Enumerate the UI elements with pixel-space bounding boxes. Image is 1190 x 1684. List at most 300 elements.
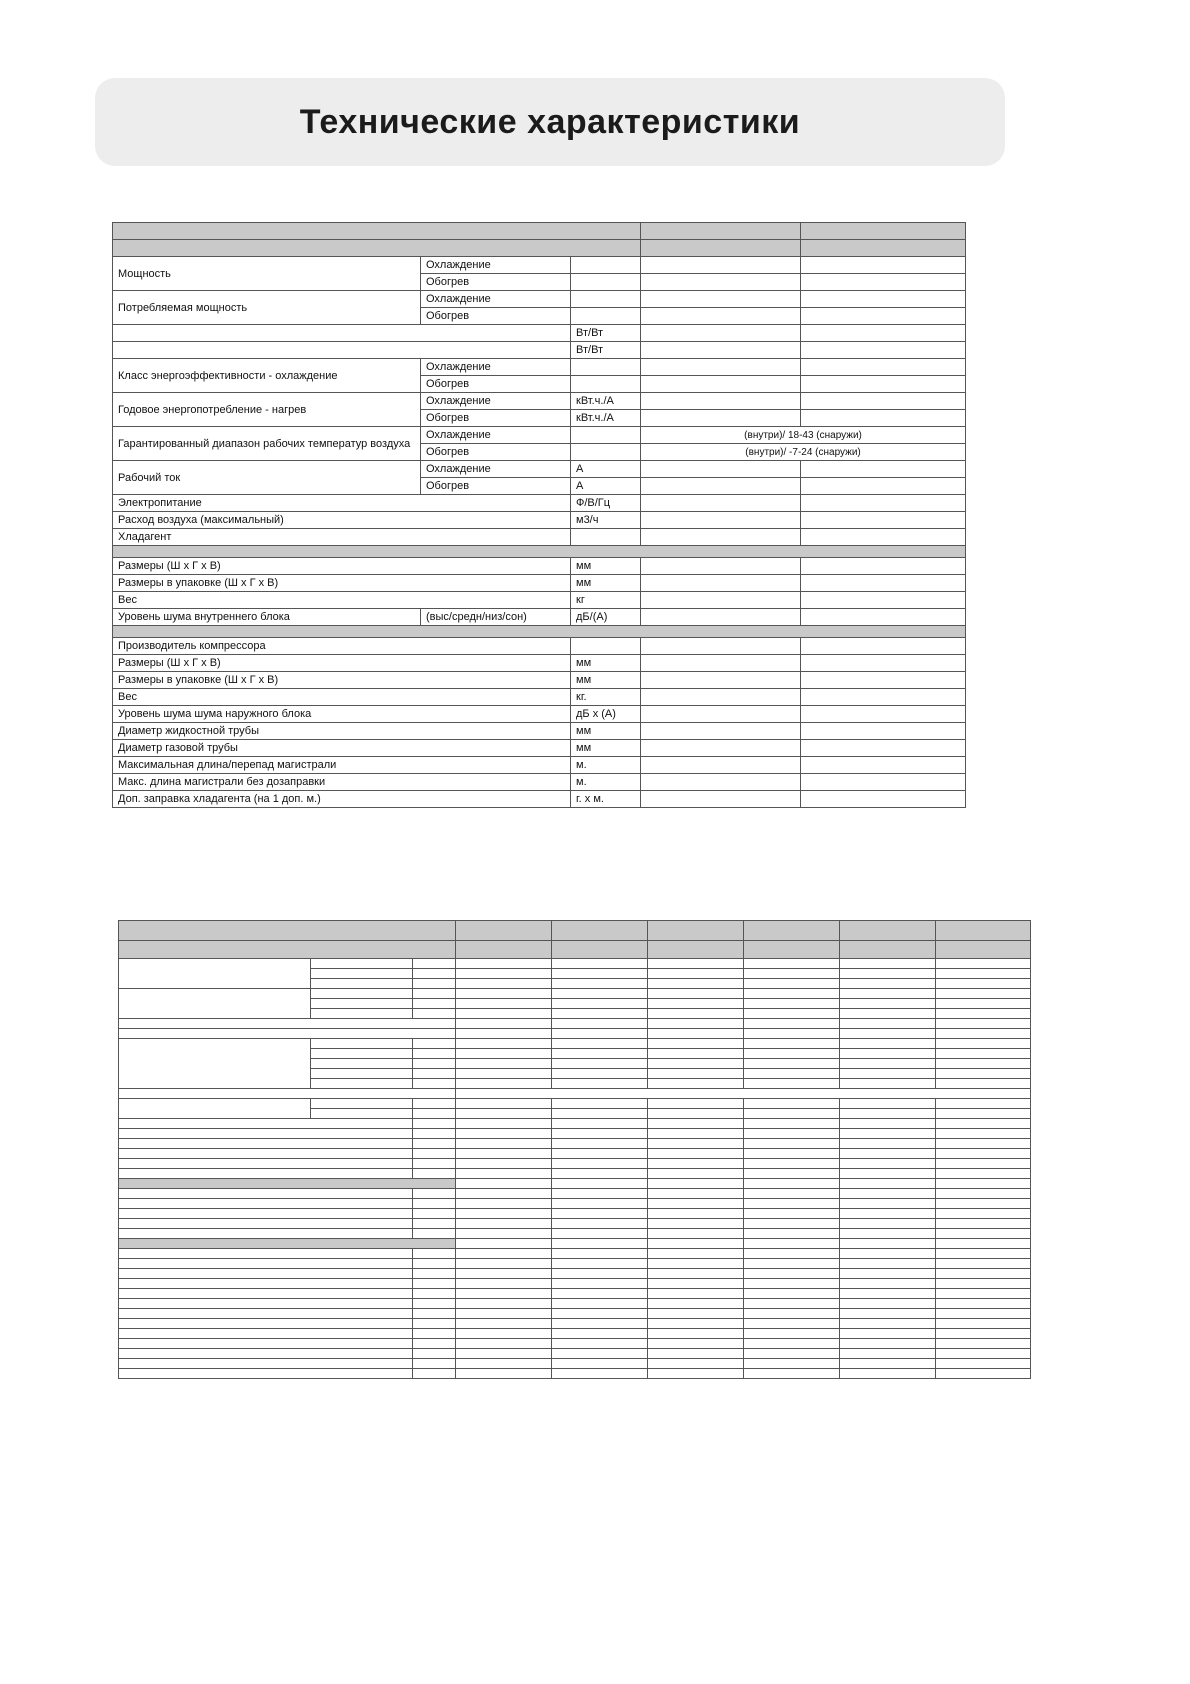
table-cell xyxy=(648,1069,744,1079)
table-cell xyxy=(840,1269,936,1279)
table-cell xyxy=(641,609,801,626)
table-cell xyxy=(413,1149,456,1159)
spec-label: Макс. длина магистрали без дозаправки xyxy=(113,774,571,791)
table-cell xyxy=(552,1019,648,1029)
table-cell xyxy=(552,1329,648,1339)
table-cell xyxy=(119,1209,413,1219)
table-cell xyxy=(552,1309,648,1319)
table-cell xyxy=(413,1269,456,1279)
table-cell xyxy=(744,1299,840,1309)
t2-row xyxy=(119,1329,1031,1339)
table-cell xyxy=(119,1229,413,1239)
spec-unit: м3/ч xyxy=(571,512,641,529)
table-cell xyxy=(413,1169,456,1179)
table-cell xyxy=(936,1339,1031,1349)
table-cell xyxy=(552,1279,648,1289)
table-cell xyxy=(840,1319,936,1329)
spec-unit: кВт.ч./А xyxy=(571,410,641,427)
table-cell xyxy=(801,655,966,672)
table-cell xyxy=(801,757,966,774)
table-cell xyxy=(840,1049,936,1059)
t2-row xyxy=(119,921,1031,941)
t2-row xyxy=(119,1369,1031,1379)
spec-unit xyxy=(571,444,641,461)
table-cell xyxy=(552,1139,648,1149)
table-cell xyxy=(936,921,1031,941)
table-cell xyxy=(744,1079,840,1089)
table-cell xyxy=(413,1039,456,1049)
t2-row xyxy=(119,1119,1031,1129)
spec-label: Максимальная длина/перепад магистрали xyxy=(113,757,571,774)
table-cell xyxy=(413,1339,456,1349)
spec-unit: кг. xyxy=(571,689,641,706)
table-cell xyxy=(936,1099,1031,1109)
table-cell xyxy=(311,969,413,979)
table-cell xyxy=(744,1209,840,1219)
spec-label: Годовое энергопотребление - нагрев xyxy=(113,393,421,427)
table-row xyxy=(113,774,966,791)
table-cell xyxy=(456,1329,552,1339)
table-cell xyxy=(744,1249,840,1259)
table-cell xyxy=(648,1359,744,1369)
spec-unit xyxy=(571,427,641,444)
table-cell xyxy=(648,1039,744,1049)
spec-label: Уровень шума внутреннего блока xyxy=(113,609,421,626)
t2-row xyxy=(119,1229,1031,1239)
table-cell xyxy=(840,969,936,979)
table-cell xyxy=(648,1139,744,1149)
table-cell xyxy=(936,1289,1031,1299)
table-cell xyxy=(113,626,966,638)
table-cell xyxy=(456,1239,552,1249)
table-cell xyxy=(648,1289,744,1299)
table-cell xyxy=(840,959,936,969)
spec-unit: кг xyxy=(571,592,641,609)
table-cell xyxy=(744,1269,840,1279)
table-cell xyxy=(840,1169,936,1179)
table-cell xyxy=(119,1249,413,1259)
spec-unit: мм xyxy=(571,575,641,592)
table-cell xyxy=(456,1019,552,1029)
table-cell xyxy=(840,1229,936,1239)
table-cell xyxy=(801,689,966,706)
table-cell xyxy=(413,1259,456,1269)
table-cell xyxy=(552,1079,648,1089)
spec-unit xyxy=(571,257,641,274)
table-cell xyxy=(413,1369,456,1379)
table-cell xyxy=(801,495,966,512)
t2-row xyxy=(119,1339,1031,1349)
table-cell xyxy=(413,1009,456,1019)
table-cell xyxy=(840,1279,936,1289)
spec-unit: м. xyxy=(571,774,641,791)
table-cell xyxy=(744,1319,840,1329)
table-cell xyxy=(552,1009,648,1019)
table-cell xyxy=(413,1319,456,1329)
table-cell xyxy=(936,1059,1031,1069)
spec-label: Расход воздуха (максимальный) xyxy=(113,512,571,529)
table-cell xyxy=(456,979,552,989)
table-cell xyxy=(840,1259,936,1269)
table-cell xyxy=(936,1259,1031,1269)
table-cell xyxy=(413,1329,456,1339)
title-banner xyxy=(95,78,1005,166)
table-row xyxy=(113,359,966,376)
table-cell xyxy=(936,1309,1031,1319)
table-cell xyxy=(840,1239,936,1249)
table-cell xyxy=(648,1119,744,1129)
table-cell xyxy=(801,376,966,393)
table-cell xyxy=(840,1189,936,1199)
table-cell xyxy=(801,529,966,546)
spec-sublabel: Охлаждение xyxy=(421,461,571,478)
table-cell xyxy=(552,1339,648,1349)
table-cell xyxy=(413,959,456,969)
table-row xyxy=(113,393,966,410)
table-cell xyxy=(936,989,1031,999)
t2-row xyxy=(119,1089,1031,1099)
spec-label: Хладагент xyxy=(113,529,571,546)
spec-unit: А xyxy=(571,478,641,495)
table-cell xyxy=(552,1169,648,1179)
table-cell xyxy=(840,1219,936,1229)
table-cell xyxy=(648,1149,744,1159)
table-cell xyxy=(744,1019,840,1029)
table-cell xyxy=(311,1039,413,1049)
table-cell xyxy=(641,410,801,427)
t2-row xyxy=(119,1259,1031,1269)
table-cell xyxy=(648,1229,744,1239)
table-cell xyxy=(456,921,552,941)
table-cell xyxy=(119,1309,413,1319)
t2-row xyxy=(119,1239,1031,1249)
table-cell xyxy=(801,325,966,342)
table-cell xyxy=(936,969,1031,979)
table-cell xyxy=(456,1169,552,1179)
table-cell xyxy=(744,1119,840,1129)
table-cell xyxy=(936,1299,1031,1309)
table-cell xyxy=(641,723,801,740)
table-cell xyxy=(744,1169,840,1179)
table-row xyxy=(113,791,966,808)
table-cell xyxy=(648,1049,744,1059)
spec-unit: мм xyxy=(571,740,641,757)
table-cell xyxy=(641,592,801,609)
table-cell xyxy=(119,1119,413,1129)
spec-sublabel: Обогрев xyxy=(421,274,571,291)
table-cell xyxy=(641,359,801,376)
table-cell xyxy=(648,1239,744,1249)
table-cell xyxy=(413,1299,456,1309)
table-cell xyxy=(119,1039,311,1089)
table-cell xyxy=(801,706,966,723)
table-cell xyxy=(936,1249,1031,1259)
table-cell xyxy=(641,495,801,512)
table-cell xyxy=(801,723,966,740)
table-cell xyxy=(648,1129,744,1139)
table-cell xyxy=(840,1199,936,1209)
spec-label: Доп. заправка хладагента (на 1 доп. м.) xyxy=(113,791,571,808)
t2-row xyxy=(119,1199,1031,1209)
spec-unit: кВт.ч./А xyxy=(571,393,641,410)
spec-label: Вес xyxy=(113,592,571,609)
table-cell xyxy=(936,1229,1031,1239)
table-row xyxy=(113,689,966,706)
table-cell xyxy=(641,706,801,723)
table-cell xyxy=(840,1079,936,1089)
table-cell xyxy=(552,1059,648,1069)
table-cell xyxy=(744,1149,840,1159)
table-cell xyxy=(744,1279,840,1289)
table-cell xyxy=(456,1209,552,1219)
table-cell xyxy=(840,1009,936,1019)
spec-sublabel: Охлаждение xyxy=(421,427,571,444)
table-cell xyxy=(119,941,456,959)
spec-label: Уровень шума шума наружного блока xyxy=(113,706,571,723)
table-cell xyxy=(744,979,840,989)
table-cell xyxy=(456,1339,552,1349)
table-cell xyxy=(641,655,801,672)
table-cell xyxy=(840,1069,936,1079)
table-cell xyxy=(648,1329,744,1339)
table-cell xyxy=(641,512,801,529)
spec-sublabel: Обогрев xyxy=(421,444,571,461)
table-cell xyxy=(801,740,966,757)
spec-label: Класс энергоэффективности - охлаждение xyxy=(113,359,421,393)
table-cell xyxy=(744,1259,840,1269)
table-cell xyxy=(456,969,552,979)
table-cell xyxy=(840,1249,936,1259)
table-cell xyxy=(744,959,840,969)
table-cell xyxy=(552,941,648,959)
table-cell xyxy=(744,1339,840,1349)
table-cell xyxy=(552,1219,648,1229)
table-cell xyxy=(641,689,801,706)
table-cell xyxy=(552,1029,648,1039)
table-cell xyxy=(119,1159,413,1169)
t2-row xyxy=(119,1139,1031,1149)
table-cell xyxy=(641,274,801,291)
table-cell xyxy=(119,1319,413,1329)
table-cell xyxy=(552,921,648,941)
table-cell xyxy=(801,240,966,257)
table-cell xyxy=(119,1139,413,1149)
table-cell xyxy=(744,1309,840,1319)
table-cell xyxy=(641,672,801,689)
spec-unit: мм xyxy=(571,672,641,689)
table-cell xyxy=(456,1119,552,1129)
table-cell xyxy=(840,1309,936,1319)
table-cell xyxy=(456,1299,552,1309)
table-cell xyxy=(744,941,840,959)
table-cell xyxy=(456,1369,552,1379)
table-cell xyxy=(552,1229,648,1239)
table-cell xyxy=(552,1109,648,1119)
table-cell xyxy=(648,1259,744,1269)
table-cell xyxy=(119,1349,413,1359)
spec-label: Производитель компрессора xyxy=(113,638,571,655)
table-cell xyxy=(840,1119,936,1129)
table-cell xyxy=(936,1169,1031,1179)
table-cell xyxy=(552,969,648,979)
table-cell xyxy=(456,1359,552,1369)
table-cell xyxy=(648,1009,744,1019)
table-cell xyxy=(840,989,936,999)
table-cell xyxy=(840,1329,936,1339)
table-cell xyxy=(552,999,648,1009)
t2-row xyxy=(119,989,1031,999)
table-cell xyxy=(840,1179,936,1189)
table-cell xyxy=(801,672,966,689)
spec-sublabel: Охлаждение xyxy=(421,359,571,376)
table-cell xyxy=(119,1029,456,1039)
table-cell xyxy=(801,791,966,808)
spec-label: Потребляемая мощность xyxy=(113,291,421,325)
table-cell xyxy=(801,308,966,325)
table-row xyxy=(113,655,966,672)
spec-label: Гарантированный диапазон рабочих температур воздуха xyxy=(113,427,421,461)
table-row xyxy=(113,558,966,575)
spec-value: (внутри)/ 18-43 (снаружи) xyxy=(641,427,966,444)
table-cell xyxy=(456,1039,552,1049)
table1-subheader-row xyxy=(113,240,966,257)
t2-row xyxy=(119,1289,1031,1299)
table-cell xyxy=(801,638,966,655)
table-cell xyxy=(936,979,1031,989)
table-cell xyxy=(744,1129,840,1139)
table-cell xyxy=(552,1299,648,1309)
table-row xyxy=(113,512,966,529)
table-cell xyxy=(936,1119,1031,1129)
table-cell xyxy=(413,1129,456,1139)
t2-row xyxy=(119,941,1031,959)
spec-unit: м. xyxy=(571,757,641,774)
spec-label: Размеры в упаковке (Ш х Г х В) xyxy=(113,575,571,592)
table-cell xyxy=(413,1109,456,1119)
table-cell xyxy=(936,1179,1031,1189)
spec-sublabel: (выс/средн/низ/сон) xyxy=(421,609,571,626)
table-row xyxy=(113,609,966,626)
table-cell xyxy=(456,1179,552,1189)
table-cell xyxy=(552,1269,648,1279)
table-cell xyxy=(119,1359,413,1369)
table-cell xyxy=(552,1129,648,1139)
table-cell xyxy=(648,979,744,989)
t2-row xyxy=(119,1019,1031,1029)
table-cell xyxy=(641,393,801,410)
table-cell xyxy=(413,1279,456,1289)
spec-unit xyxy=(571,376,641,393)
table-cell xyxy=(413,1099,456,1109)
table-cell xyxy=(801,609,966,626)
table-cell xyxy=(840,1019,936,1029)
t2-row xyxy=(119,959,1031,969)
table-cell xyxy=(552,1319,648,1329)
table-cell xyxy=(456,1309,552,1319)
table-cell xyxy=(552,1049,648,1059)
spec-unit: Вт/Вт xyxy=(571,342,641,359)
table-cell xyxy=(840,999,936,1009)
table-cell xyxy=(413,1229,456,1239)
table-cell xyxy=(936,1239,1031,1249)
table-cell xyxy=(311,1109,413,1119)
spec-unit: Вт/Вт xyxy=(571,325,641,342)
table-cell xyxy=(119,1149,413,1159)
table-row xyxy=(113,342,966,359)
table-cell xyxy=(744,999,840,1009)
table-cell xyxy=(840,1339,936,1349)
table-cell xyxy=(113,223,641,240)
table-cell xyxy=(840,1349,936,1359)
table-cell xyxy=(119,1219,413,1229)
table-cell xyxy=(119,1299,413,1309)
table-cell xyxy=(840,1129,936,1139)
table-cell xyxy=(641,461,801,478)
section-separator xyxy=(113,626,966,638)
table-cell xyxy=(552,1189,648,1199)
spec-label: Диаметр жидкостной трубы xyxy=(113,723,571,740)
table-cell xyxy=(648,969,744,979)
table-cell xyxy=(936,1199,1031,1209)
table-cell xyxy=(648,1079,744,1089)
table-cell xyxy=(456,1149,552,1159)
table-cell xyxy=(413,1119,456,1129)
table-cell xyxy=(840,1059,936,1069)
table-cell xyxy=(801,592,966,609)
spec-unit: Ф/В/Гц xyxy=(571,495,641,512)
table-cell xyxy=(552,1069,648,1079)
table-cell xyxy=(744,1199,840,1209)
table-cell xyxy=(648,1319,744,1329)
table-cell xyxy=(119,1339,413,1349)
spec-unit xyxy=(571,638,641,655)
table-cell xyxy=(936,1269,1031,1279)
table-cell xyxy=(552,1289,648,1299)
table-cell xyxy=(456,989,552,999)
table-cell xyxy=(744,1109,840,1119)
t2-row xyxy=(119,1169,1031,1179)
table-cell xyxy=(456,1349,552,1359)
spec-unit: мм xyxy=(571,723,641,740)
table-cell xyxy=(801,342,966,359)
table-cell xyxy=(936,1139,1031,1149)
table-cell xyxy=(744,1369,840,1379)
table-row xyxy=(113,757,966,774)
table-cell xyxy=(552,1369,648,1379)
table-cell xyxy=(936,1369,1031,1379)
table-cell xyxy=(744,1359,840,1369)
table-cell xyxy=(840,1099,936,1109)
table-cell xyxy=(744,1139,840,1149)
table-cell xyxy=(744,1329,840,1339)
table-cell xyxy=(936,1129,1031,1139)
table-cell xyxy=(311,979,413,989)
t2-section-band xyxy=(119,1179,456,1189)
table-cell xyxy=(936,1109,1031,1119)
t2-row xyxy=(119,1359,1031,1369)
table-cell xyxy=(744,1099,840,1109)
table-cell xyxy=(456,1319,552,1329)
table-cell xyxy=(119,1169,413,1179)
table-cell xyxy=(648,1339,744,1349)
table-cell xyxy=(552,1119,648,1129)
table-cell xyxy=(552,1179,648,1189)
table-cell xyxy=(413,1139,456,1149)
table-cell xyxy=(801,274,966,291)
table-cell xyxy=(648,999,744,1009)
table-cell xyxy=(311,1009,413,1019)
table-row xyxy=(113,638,966,655)
